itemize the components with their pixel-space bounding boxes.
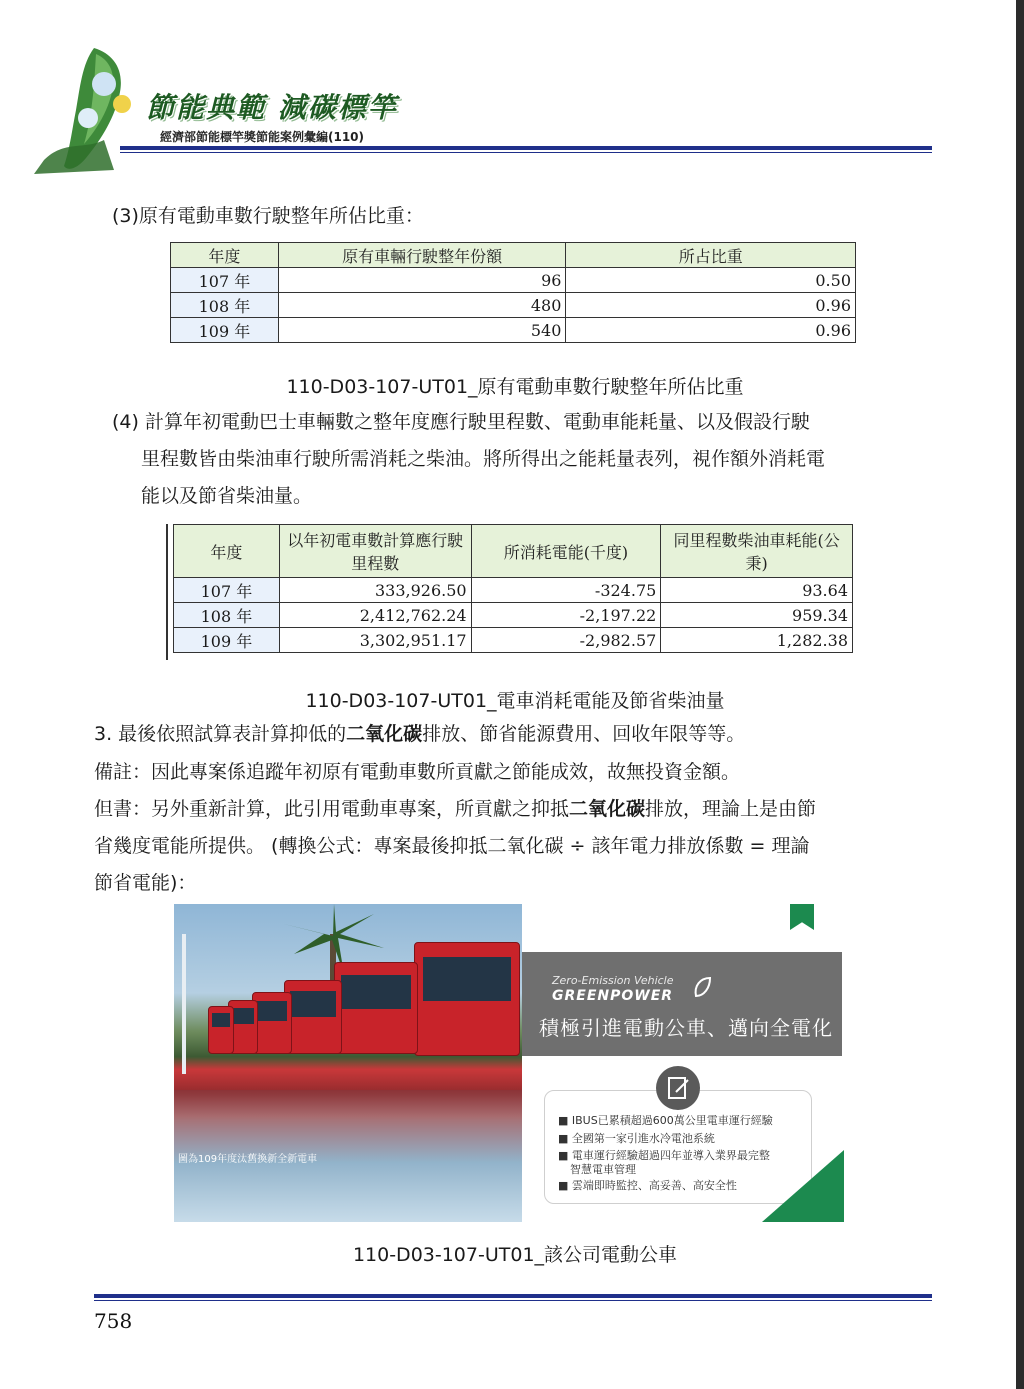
table-header-cell: 所占比重 bbox=[566, 243, 856, 268]
slogan: 積極引進電動公車、邁向全電化 bbox=[539, 1016, 833, 1040]
header-title: 節能典範 減碳標竿 bbox=[146, 91, 398, 124]
table-row bbox=[171, 268, 856, 293]
footer-rule-thin bbox=[94, 1300, 932, 1301]
value-cell: 2,412,762.24 bbox=[279, 603, 471, 628]
proviso-text: 但書：另外重新計算，此引用電動車專案，所貢獻之抑抵 bbox=[94, 798, 570, 820]
edit-icon bbox=[656, 1066, 700, 1110]
year-cell: 107 年 bbox=[174, 578, 280, 603]
value-cell: 1,282.38 bbox=[661, 628, 853, 653]
bus-photo bbox=[174, 904, 522, 1222]
year-cell: 108 年 bbox=[174, 603, 280, 628]
proviso-bold: 二氧化碳 bbox=[569, 798, 646, 820]
lamp-post bbox=[182, 934, 186, 1074]
bus-4 bbox=[252, 992, 292, 1054]
table-header-row bbox=[174, 525, 853, 578]
year-cell: 107 年 bbox=[171, 268, 279, 293]
header-rule bbox=[120, 146, 932, 150]
table2-caption: 110-D03-107-UT01_電車消耗電能及節省柴油量 bbox=[305, 690, 725, 712]
feature-bullet: ■ 電車運行經驗超過四年並導入業界最完整 bbox=[558, 1149, 770, 1162]
taiwan-logo-icon bbox=[24, 40, 154, 180]
energy-table bbox=[173, 524, 853, 653]
feature-bullet: ■ IBUS已累積超過600萬公里電車運行經驗 bbox=[558, 1114, 773, 1127]
year-cell: 109 年 bbox=[171, 318, 279, 343]
page-edge bbox=[1016, 0, 1024, 1389]
note-paragraph: 備註：因此專案係追蹤年初原有電動車數所貢獻之節能成效，故無投資金額。 bbox=[94, 761, 741, 783]
table-row bbox=[174, 628, 853, 653]
bus-3 bbox=[284, 980, 342, 1054]
brand-logo: GREENPOWER bbox=[552, 988, 674, 1004]
formula-line: 省幾度電能所提供。 (轉換公式：專案最後抑抵二氧化碳 ÷ 該年電力排放係數 = 理論 bbox=[94, 835, 810, 857]
table1-caption: 110-D03-107-UT01_原有電動車數行駛整年所佔比重 bbox=[286, 376, 744, 398]
value-cell: 0.96 bbox=[566, 293, 856, 318]
table-row bbox=[171, 293, 856, 318]
footer-rule bbox=[94, 1294, 932, 1298]
value-cell: 93.64 bbox=[661, 578, 853, 603]
p3-bold: 二氧化碳 bbox=[346, 723, 423, 745]
value-cell: 0.50 bbox=[566, 268, 856, 293]
table-row bbox=[174, 578, 853, 603]
table-header-cell: 以年初電車數計算應行駛里程數 bbox=[279, 525, 471, 578]
table-left-bar bbox=[166, 524, 168, 660]
p3-text-end: 排放、節省能源費用、回收年限等等。 bbox=[422, 723, 746, 745]
table-header-cell: 原有車輛行駛整年份額 bbox=[278, 243, 566, 268]
feature-bullet: ■ 全國第一家引進水冷電池系統 bbox=[558, 1132, 715, 1145]
bus-6 bbox=[208, 1006, 234, 1054]
p3-text: 3. 最後依照試算表計算抑低的 bbox=[94, 723, 347, 745]
proviso-text-end: 排放，理論上是由節 bbox=[645, 798, 817, 820]
value-cell: -2,197.22 bbox=[471, 603, 661, 628]
header-subtitle: 經濟部節能標竿獎節能案例彙編(110) bbox=[160, 130, 365, 144]
proviso-paragraph bbox=[94, 791, 816, 828]
paragraph-3 bbox=[94, 716, 745, 753]
value-cell: -2,982.57 bbox=[471, 628, 661, 653]
section4-line1: (4) 計算年初電動巴士車輛數之整年度應行駛里程數、電動車能耗量、以及假設行駛 bbox=[112, 411, 810, 433]
feature-bullet-cont: 智慧電車管理 bbox=[570, 1163, 636, 1176]
table-header-cell: 年度 bbox=[174, 525, 280, 578]
share-table bbox=[170, 242, 856, 343]
photo-caption: 圖為109年度汰舊換新全新電車 bbox=[178, 1154, 318, 1165]
formula-end: 節省電能)： bbox=[94, 872, 197, 894]
section3-heading: (3)原有電動車數行駛整年所佔比重： bbox=[112, 205, 424, 227]
page-number: 758 bbox=[94, 1309, 133, 1333]
table-row bbox=[171, 318, 856, 343]
section4-line2: 里程數皆由柴油車行駛所需消耗之柴油。將所得出之能耗量表列，視作額外消耗電 bbox=[141, 448, 826, 470]
table-header-cell: 年度 bbox=[171, 243, 279, 268]
section4-line3: 能以及節省柴油量。 bbox=[141, 485, 313, 507]
value-cell: 333,926.50 bbox=[279, 578, 471, 603]
table-header-row bbox=[171, 243, 856, 268]
value-cell: 959.34 bbox=[661, 603, 853, 628]
table-header-cell: 同里程數柴油車耗能(公秉) bbox=[661, 525, 853, 578]
value-cell: 96 bbox=[278, 268, 566, 293]
value-cell: -324.75 bbox=[471, 578, 661, 603]
brand-tagline: Zero-Emission Vehicle bbox=[552, 974, 674, 987]
table-header-cell: 所消耗電能(千度) bbox=[471, 525, 661, 578]
leaf-icon bbox=[692, 976, 712, 998]
bus-2 bbox=[334, 962, 418, 1054]
header-rule-thin bbox=[120, 152, 932, 153]
value-cell: 3,302,951.17 bbox=[279, 628, 471, 653]
feature-bullet: ■ 雲端即時監控、高妥善、高安全性 bbox=[558, 1179, 737, 1192]
value-cell: 0.96 bbox=[566, 318, 856, 343]
year-cell: 108 年 bbox=[171, 293, 279, 318]
value-cell: 480 bbox=[278, 293, 566, 318]
bus-front bbox=[414, 942, 520, 1056]
figure-caption: 110-D03-107-UT01_該公司電動公車 bbox=[352, 1244, 678, 1266]
year-cell: 109 年 bbox=[174, 628, 280, 653]
table-row bbox=[174, 603, 853, 628]
value-cell: 540 bbox=[278, 318, 566, 343]
